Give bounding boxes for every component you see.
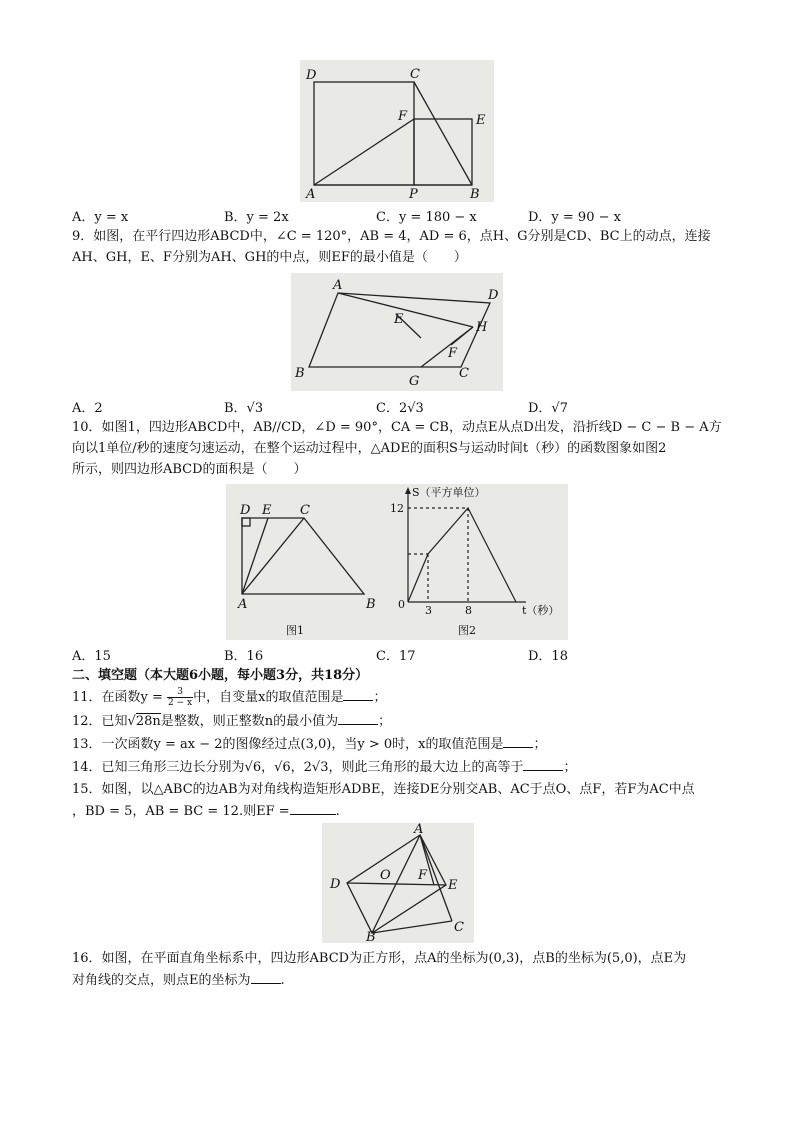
q9-line-1: 9．如图，在平行四边形ABCD中，∠C = 120°，AB = 4，AD = 6，点H、G分别是CD、BC上的动点，连接 (72, 229, 711, 244)
label-b: B (470, 187, 480, 202)
q12-end: ； (378, 714, 392, 729)
figure-q9 (291, 273, 503, 391)
label-d: D (306, 68, 317, 83)
label-e: E (448, 878, 458, 893)
q11-pre: 11．在函数y = (72, 690, 168, 705)
q11-line (72, 687, 386, 709)
label-d: D (240, 503, 251, 518)
q11-fraction (167, 687, 193, 708)
q15-line-1: 15．如图，以△ABC的边AB为对角线构造矩形ADBE，连接DE分别交AB、AC于点O、点F，若F为AC中点 (72, 782, 695, 797)
q8-option-d[interactable]: D．y = 90 − x (528, 210, 621, 225)
label-b: B (366, 597, 376, 612)
q8-options (72, 206, 752, 224)
q12-post: 是整数，则正整数n的最小值为 (160, 714, 339, 729)
q13-end: ； (533, 737, 547, 752)
origin-label: 0 (398, 598, 405, 611)
label-a: A (306, 187, 316, 202)
q8-option-c[interactable]: C．y = 180 − x (376, 210, 477, 225)
q13-text: 13．一次函数y = ax − 2的图像经过点(3,0)，当y > 0时，x的取值范围是 (72, 737, 504, 752)
label-o: O (380, 868, 391, 883)
label-f: F (448, 346, 458, 361)
q11-answer-blank[interactable] (343, 688, 373, 701)
q13-answer-blank[interactable] (503, 735, 533, 748)
fig2-caption: 图2 (458, 624, 476, 637)
q9-option-a[interactable]: A．2 (72, 401, 103, 416)
q16-line-2-text: 对角线的交点，则点E的坐标为 (72, 973, 251, 988)
label-e: E (394, 312, 404, 327)
q12-pre: 12．已知 (72, 714, 128, 729)
q9-line-2: AH、GH，E、F分别为AH、GH的中点，则EF的最小值是（ ） (72, 250, 467, 265)
q11-denominator: 2 − x (168, 698, 193, 708)
q10-option-c[interactable]: C．17 (376, 649, 416, 664)
q15-line-2-text: ，BD = 5，AB = BC = 12.则EF = (72, 804, 290, 819)
q12-answer-blank[interactable] (338, 712, 378, 725)
q16-line-2 (72, 971, 285, 990)
label-e: E (476, 113, 486, 128)
label-c: C (300, 503, 310, 518)
section-fill-in-heading: 二、填空题（本大题6小题，每小题3分，共18分） (72, 668, 369, 683)
q15-answer-blank[interactable] (290, 802, 336, 815)
label-f: F (418, 868, 428, 883)
q14-end: ； (563, 760, 577, 775)
q10-options (72, 645, 752, 663)
y-tick-12: 12 (390, 502, 404, 515)
q15-end: . (335, 804, 340, 819)
q12-radicand: 28n (135, 714, 161, 729)
x-tick-8: 8 (465, 604, 472, 617)
q10-line-3: 所示，则四边形ABCD的面积是（ ） (72, 462, 307, 477)
q12-line (72, 712, 391, 731)
q16-end: . (280, 973, 285, 988)
q12-radical-sign: √ (127, 714, 136, 729)
q9-option-c[interactable]: C．2√3 (376, 401, 424, 416)
label-b: B (366, 930, 376, 943)
figure-q8 (300, 60, 494, 202)
x-axis-label: t（秒） (522, 604, 560, 617)
label-b: B (295, 366, 305, 381)
q8-option-a[interactable]: A．y = x (72, 210, 129, 225)
q13-line (72, 735, 547, 754)
label-a: A (333, 278, 343, 293)
q11-numerator: 3 (167, 687, 193, 698)
label-d: D (330, 877, 341, 892)
label-a: A (414, 823, 424, 837)
label-c: C (454, 920, 464, 935)
q9-option-b[interactable]: B．√3 (224, 401, 264, 416)
q11-post: 中，自变量x的取值范围是 (193, 690, 344, 705)
y-axis-label: S（平方单位） (412, 486, 486, 499)
figure-q10 (226, 484, 568, 640)
q9-option-d[interactable]: D．√7 (528, 401, 568, 416)
q10-option-a[interactable]: A．15 (72, 649, 111, 664)
q10-line-2: 向以1单位/秒的速度匀速运动，在整个运动过程中，△ADE的面积S与运动时间t（秒）的函数图象如图2 (72, 441, 667, 456)
q10-option-b[interactable]: B．16 (224, 649, 264, 664)
q16-line-1: 16．如图，在平面直角坐标系中，四边形ABCD为正方形，点A的坐标为(0,3)，点B的坐标为(5,0)，点E为 (72, 951, 687, 966)
q9-options (72, 397, 752, 415)
q10-line-1: 10．如图1，四边形ABCD中，AB//CD，∠D = 90°，CA = CB，动点E从点D出发，沿折线D − C − B − A方 (72, 420, 722, 435)
label-p: P (409, 187, 418, 202)
x-tick-3: 3 (425, 604, 432, 617)
label-a: A (238, 597, 248, 612)
figure-q15 (322, 823, 474, 943)
label-c: C (459, 366, 469, 381)
label-g: G (409, 374, 420, 389)
q11-end: ； (373, 690, 387, 705)
label-e: E (262, 503, 272, 518)
label-f: F (398, 109, 408, 124)
q16-answer-blank[interactable] (251, 971, 281, 984)
label-h: H (476, 320, 488, 335)
q14-answer-blank[interactable] (523, 758, 563, 771)
q8-option-b[interactable]: B．y = 2x (224, 210, 289, 225)
label-c: C (410, 67, 420, 82)
q15-line-2 (72, 802, 340, 821)
q10-option-d[interactable]: D．18 (528, 649, 568, 664)
fig1-caption: 图1 (286, 624, 304, 637)
label-d: D (488, 288, 499, 303)
q14-line (72, 758, 577, 777)
q14-text: 14．已知三角形三边长分别为√6，√6，2√3，则此三角形的最大边上的高等于 (72, 760, 524, 775)
